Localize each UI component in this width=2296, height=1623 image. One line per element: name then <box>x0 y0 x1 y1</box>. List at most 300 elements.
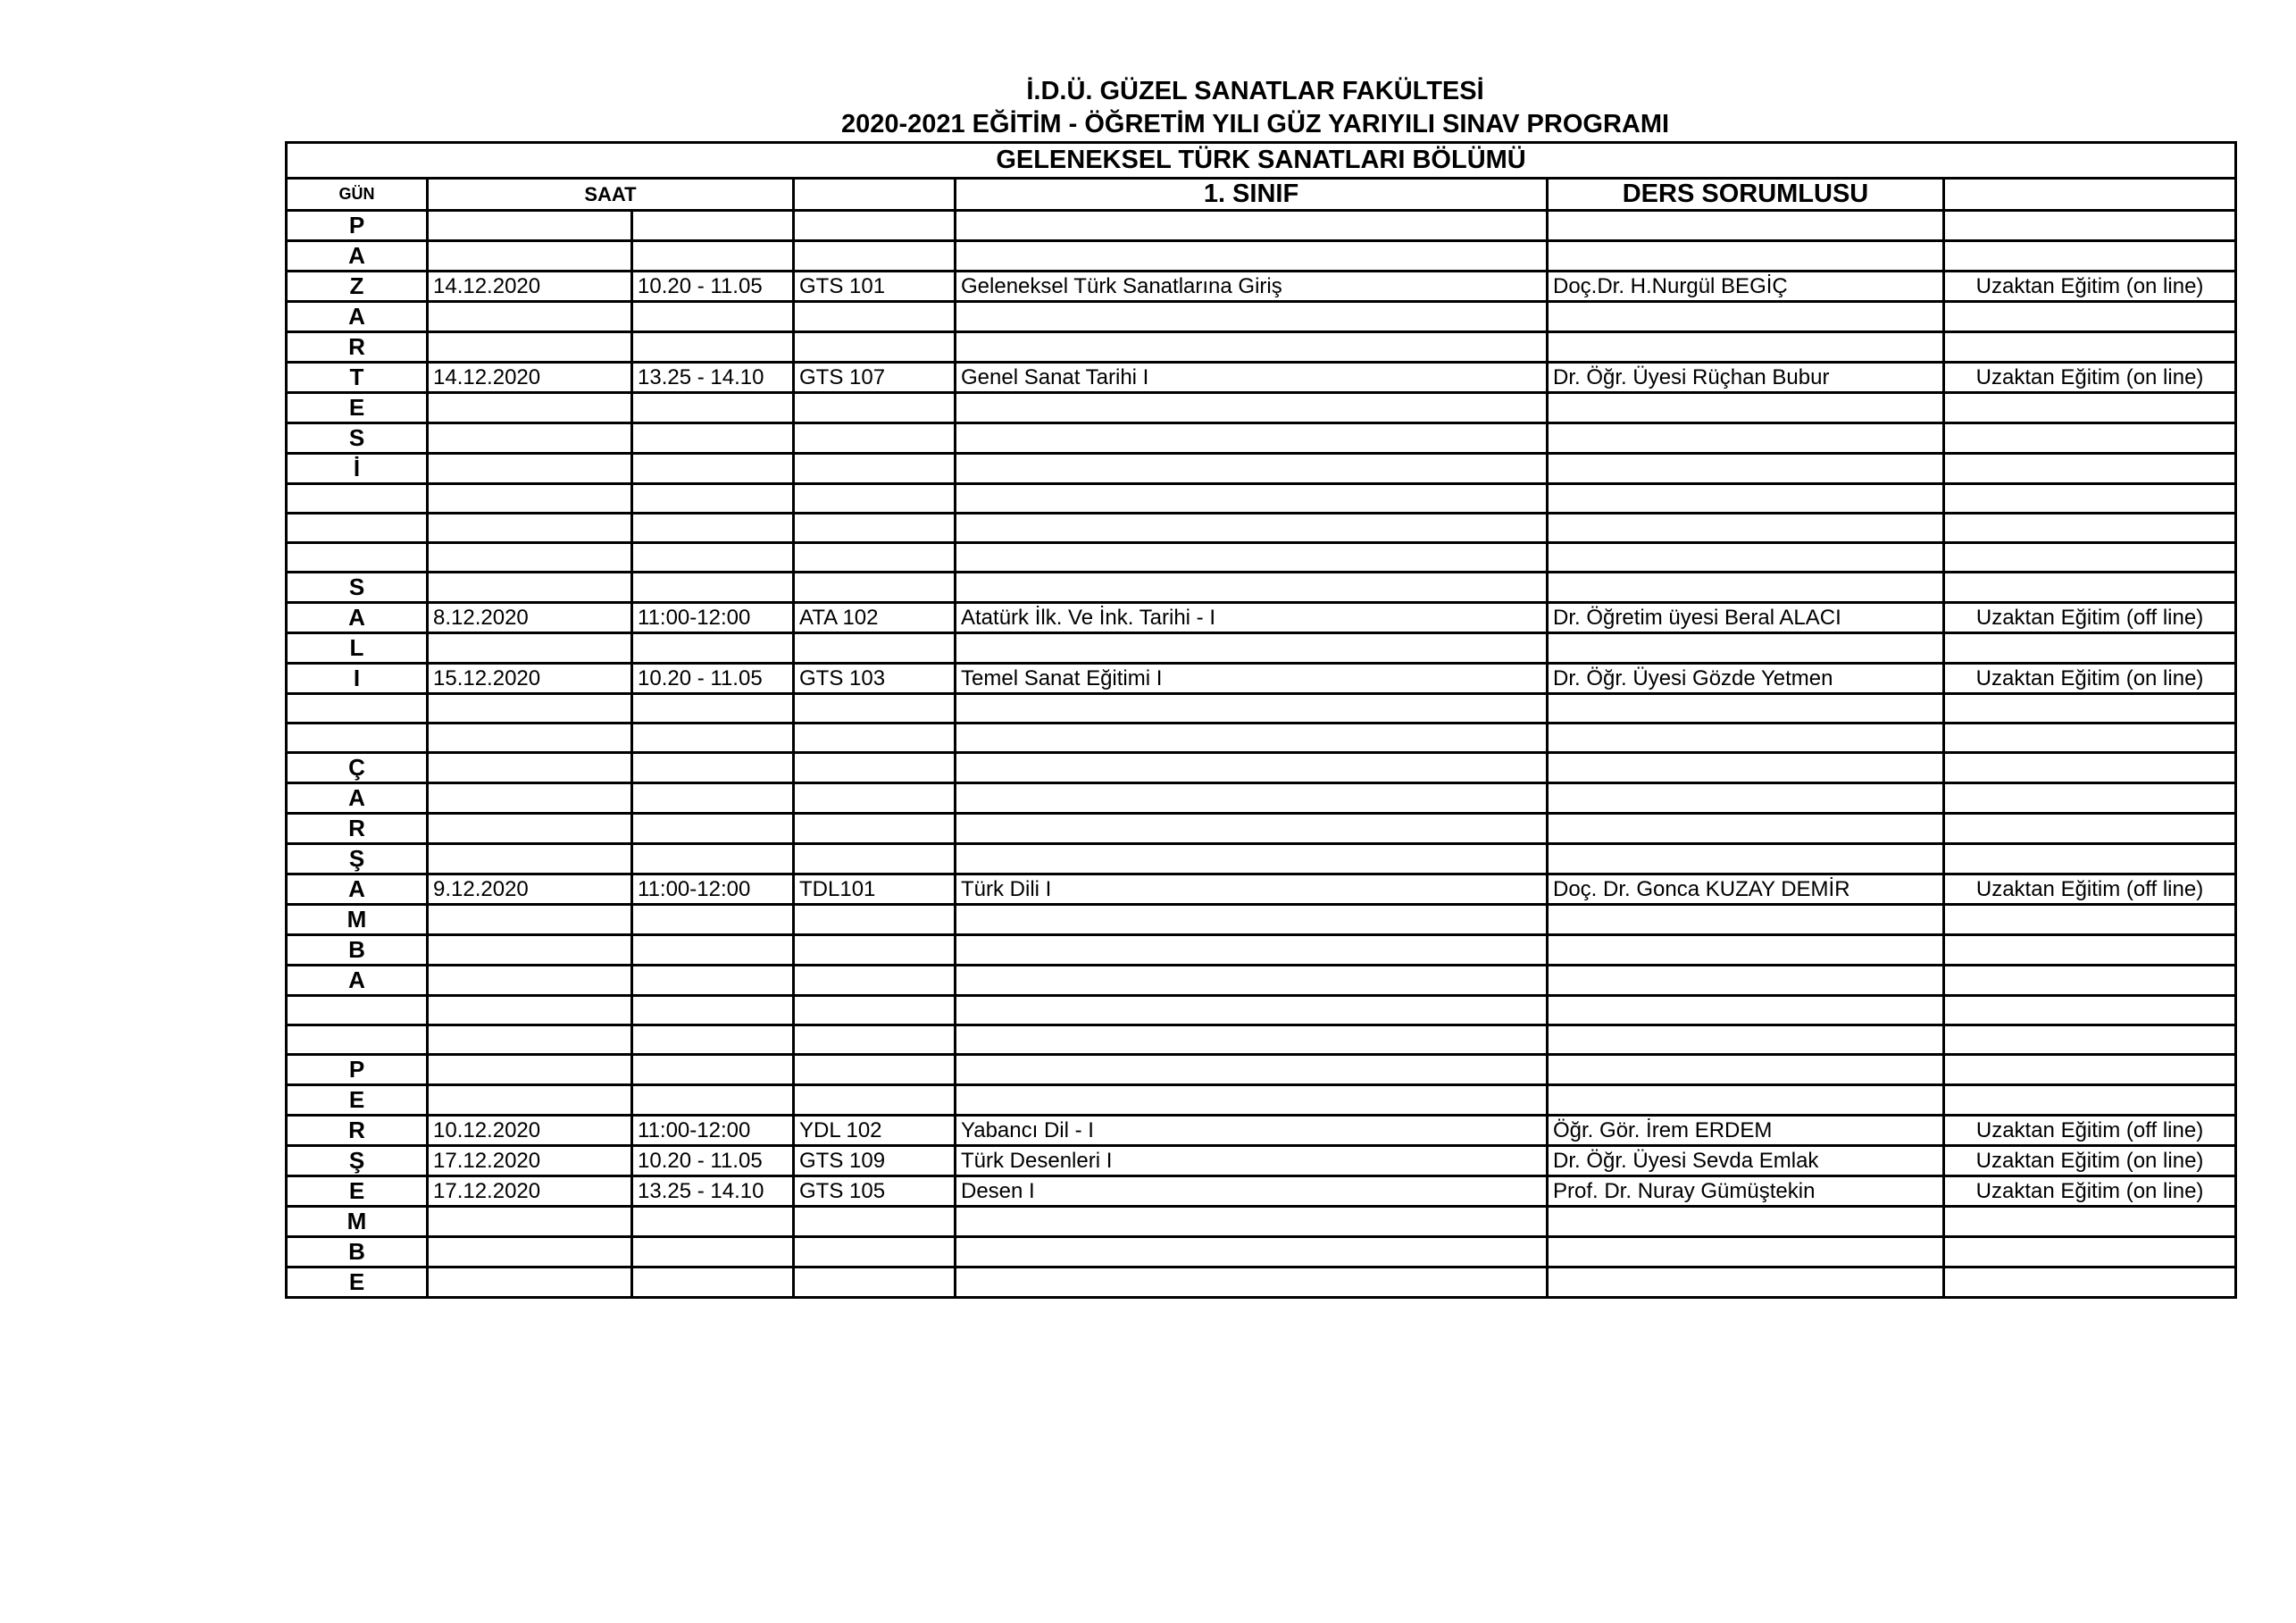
exam-time <box>632 514 794 543</box>
exam-time <box>632 302 794 332</box>
exam-date: 17.12.2020 <box>428 1146 632 1176</box>
instructor-name <box>1548 1237 1944 1267</box>
page-title: İ.D.Ü. GÜZEL SANATLAR FAKÜLTESİ <box>1026 77 1484 105</box>
day-letter: İ <box>287 454 428 484</box>
course-name <box>956 423 1548 454</box>
exam-time: 13.25 - 14.10 <box>632 1176 794 1207</box>
day-letter: P <box>287 1055 428 1085</box>
table-row <box>287 753 2236 783</box>
exam-mode: Uzaktan Eğitim (off line) <box>1944 874 2236 905</box>
exam-mode <box>1944 1025 2236 1055</box>
exam-mode <box>1944 573 2236 603</box>
exam-date: 8.12.2020 <box>428 603 632 633</box>
course-code <box>794 935 956 966</box>
instructor-name <box>1548 302 1944 332</box>
day-letter: Ş <box>287 844 428 874</box>
course-code <box>794 1207 956 1237</box>
exam-mode <box>1944 753 2236 783</box>
course-code <box>794 633 956 664</box>
course-name <box>956 753 1548 783</box>
exam-time: 13.25 - 14.10 <box>632 363 794 393</box>
course-name: Temel Sanat Eğitimi I <box>956 664 1548 694</box>
table-row <box>287 814 2236 844</box>
course-code <box>794 423 956 454</box>
table-row <box>287 332 2236 363</box>
day-letter: P <box>287 211 428 241</box>
exam-time <box>632 1025 794 1055</box>
table-row <box>287 1146 2236 1176</box>
exam-time: 10.20 - 11.05 <box>632 664 794 694</box>
day-letter <box>287 1025 428 1055</box>
day-letter: A <box>287 241 428 272</box>
course-name <box>956 996 1548 1025</box>
exam-mode: Uzaktan Eğitim (off line) <box>1944 603 2236 633</box>
course-code: GTS 109 <box>794 1146 956 1176</box>
exam-mode <box>1944 1207 2236 1237</box>
header-saat: SAAT <box>428 179 794 211</box>
exam-time <box>632 753 794 783</box>
instructor-name <box>1548 543 1944 573</box>
table-row <box>287 423 2236 454</box>
course-code <box>794 514 956 543</box>
course-code <box>794 484 956 514</box>
instructor-name <box>1548 423 1944 454</box>
table-row <box>287 1085 2236 1116</box>
exam-mode <box>1944 543 2236 573</box>
instructor-name <box>1548 393 1944 423</box>
table-row <box>287 905 2236 935</box>
course-name <box>956 1207 1548 1237</box>
table-row <box>287 783 2236 814</box>
exam-time: 10.20 - 11.05 <box>632 1146 794 1176</box>
instructor-name <box>1548 783 1944 814</box>
exam-mode: Uzaktan Eğitim (on line) <box>1944 664 2236 694</box>
course-name <box>956 1267 1548 1298</box>
exam-time <box>632 211 794 241</box>
exam-time: 10.20 - 11.05 <box>632 272 794 302</box>
exam-time <box>632 1207 794 1237</box>
course-name <box>956 935 1548 966</box>
table-row <box>287 363 2236 393</box>
exam-time <box>632 935 794 966</box>
table-row <box>287 484 2236 514</box>
course-code <box>794 814 956 844</box>
course-name <box>956 211 1548 241</box>
instructor-name <box>1548 905 1944 935</box>
exam-mode <box>1944 966 2236 996</box>
course-name <box>956 966 1548 996</box>
exam-time <box>632 905 794 935</box>
instructor-name: Dr. Öğr. Üyesi Sevda Emlak <box>1548 1146 1944 1176</box>
course-code <box>794 753 956 783</box>
exam-mode: Uzaktan Eğitim (on line) <box>1944 363 2236 393</box>
day-letter: B <box>287 935 428 966</box>
exam-date <box>428 724 632 753</box>
day-letter <box>287 514 428 543</box>
day-letter: A <box>287 783 428 814</box>
course-code <box>794 783 956 814</box>
instructor-name: Dr. Öğr. Üyesi Gözde Yetmen <box>1548 664 1944 694</box>
day-letter: S <box>287 573 428 603</box>
exam-date <box>428 484 632 514</box>
course-code: TDL101 <box>794 874 956 905</box>
instructor-name: Prof. Dr. Nuray Gümüştekin <box>1548 1176 1944 1207</box>
course-code <box>794 844 956 874</box>
course-code: YDL 102 <box>794 1116 956 1146</box>
day-letter: M <box>287 1207 428 1237</box>
table-row <box>287 966 2236 996</box>
course-code <box>794 996 956 1025</box>
course-code: ATA 102 <box>794 603 956 633</box>
header-ders-sorumlusu: DERS SORUMLUSU <box>1548 179 1944 211</box>
exam-date: 15.12.2020 <box>428 664 632 694</box>
instructor-name <box>1548 573 1944 603</box>
header-gun: GÜN <box>287 179 428 211</box>
exam-time <box>632 783 794 814</box>
day-letter <box>287 724 428 753</box>
table-row <box>287 514 2236 543</box>
exam-mode <box>1944 241 2236 272</box>
exam-mode <box>1944 1055 2236 1085</box>
course-name: Desen I <box>956 1176 1548 1207</box>
instructor-name <box>1548 1085 1944 1116</box>
instructor-name: Doç.Dr. H.Nurgül BEGİÇ <box>1548 272 1944 302</box>
instructor-name <box>1548 1207 1944 1237</box>
day-letter: E <box>287 1085 428 1116</box>
exam-date <box>428 1055 632 1085</box>
exam-date <box>428 935 632 966</box>
exam-time <box>632 1085 794 1116</box>
course-name <box>956 393 1548 423</box>
course-name: Atatürk İlk. Ve İnk. Tarihi - I <box>956 603 1548 633</box>
exam-mode <box>1944 694 2236 724</box>
exam-date <box>428 694 632 724</box>
header-code-blank <box>794 179 956 211</box>
table-row <box>287 874 2236 905</box>
table-row <box>287 603 2236 633</box>
course-code: GTS 105 <box>794 1176 956 1207</box>
exam-date <box>428 633 632 664</box>
instructor-name: Dr. Öğr. Üyesi Rüçhan Bubur <box>1548 363 1944 393</box>
exam-time: 11:00-12:00 <box>632 874 794 905</box>
exam-time <box>632 241 794 272</box>
exam-schedule-table <box>285 141 2237 1299</box>
exam-mode <box>1944 1267 2236 1298</box>
course-name <box>956 1025 1548 1055</box>
table-row <box>287 393 2236 423</box>
exam-date <box>428 1207 632 1237</box>
exam-time <box>632 633 794 664</box>
exam-mode: Uzaktan Eğitim (off line) <box>1944 1116 2236 1146</box>
exam-date <box>428 783 632 814</box>
exam-date <box>428 966 632 996</box>
exam-time <box>632 1055 794 1085</box>
exam-mode <box>1944 935 2236 966</box>
course-code <box>794 332 956 363</box>
exam-time <box>632 393 794 423</box>
instructor-name <box>1548 844 1944 874</box>
day-letter <box>287 484 428 514</box>
exam-mode <box>1944 484 2236 514</box>
exam-time <box>632 996 794 1025</box>
table-row <box>287 633 2236 664</box>
course-name <box>956 484 1548 514</box>
instructor-name <box>1548 1025 1944 1055</box>
instructor-name <box>1548 724 1944 753</box>
exam-date <box>428 393 632 423</box>
department-row <box>287 143 2236 179</box>
course-code <box>794 1025 956 1055</box>
course-name <box>956 573 1548 603</box>
exam-mode <box>1944 783 2236 814</box>
day-letter: Ç <box>287 753 428 783</box>
exam-date <box>428 332 632 363</box>
day-letter: A <box>287 302 428 332</box>
course-name <box>956 1085 1548 1116</box>
table-row <box>287 241 2236 272</box>
day-letter: E <box>287 1267 428 1298</box>
exam-date: 17.12.2020 <box>428 1176 632 1207</box>
exam-date <box>428 514 632 543</box>
exam-mode: Uzaktan Eğitim (on line) <box>1944 1146 2236 1176</box>
course-code: GTS 107 <box>794 363 956 393</box>
day-letter: B <box>287 1237 428 1267</box>
exam-time <box>632 844 794 874</box>
exam-mode <box>1944 724 2236 753</box>
instructor-name <box>1548 1055 1944 1085</box>
exam-date <box>428 1085 632 1116</box>
course-code <box>794 1237 956 1267</box>
instructor-name: Doç. Dr. Gonca KUZAY DEMİR <box>1548 874 1944 905</box>
course-code <box>794 694 956 724</box>
course-code <box>794 543 956 573</box>
exam-mode <box>1944 302 2236 332</box>
course-name <box>956 694 1548 724</box>
day-letter: A <box>287 966 428 996</box>
instructor-name: Öğr. Gör. İrem ERDEM <box>1548 1116 1944 1146</box>
exam-mode <box>1944 211 2236 241</box>
course-name <box>956 724 1548 753</box>
instructor-name <box>1548 332 1944 363</box>
course-name: Türk Desenleri I <box>956 1146 1548 1176</box>
table-row <box>287 272 2236 302</box>
course-name <box>956 1237 1548 1267</box>
exam-date <box>428 996 632 1025</box>
day-letter: R <box>287 814 428 844</box>
instructor-name <box>1548 814 1944 844</box>
table-row <box>287 454 2236 484</box>
table-row <box>287 664 2236 694</box>
exam-time <box>632 814 794 844</box>
exam-date <box>428 844 632 874</box>
table-row <box>287 996 2236 1025</box>
course-code: GTS 103 <box>794 664 956 694</box>
course-name <box>956 543 1548 573</box>
instructor-name <box>1548 694 1944 724</box>
exam-time: 11:00-12:00 <box>632 1116 794 1146</box>
course-code <box>794 302 956 332</box>
exam-mode: Uzaktan Eğitim (on line) <box>1944 1176 2236 1207</box>
page-subtitle: 2020-2021 EĞİTİM - ÖĞRETİM YILI GÜZ YARIYILI SINAV PROGRAMI <box>840 110 1670 138</box>
instructor-name <box>1548 966 1944 996</box>
table-row <box>287 573 2236 603</box>
day-letter: L <box>287 633 428 664</box>
exam-mode <box>1944 844 2236 874</box>
course-name <box>956 1055 1548 1085</box>
exam-mode <box>1944 332 2236 363</box>
day-letter: T <box>287 363 428 393</box>
exam-time <box>632 332 794 363</box>
instructor-name: Dr. Öğretim üyesi Beral ALACI <box>1548 603 1944 633</box>
course-name <box>956 633 1548 664</box>
exam-time <box>632 1267 794 1298</box>
table-row <box>287 1116 2236 1146</box>
course-code <box>794 454 956 484</box>
day-letter: A <box>287 874 428 905</box>
exam-mode <box>1944 423 2236 454</box>
exam-time <box>632 454 794 484</box>
header-mode-blank <box>1944 179 2236 211</box>
course-name: Yabancı Dil - I <box>956 1116 1548 1146</box>
course-code <box>794 211 956 241</box>
exam-time <box>632 724 794 753</box>
exam-time <box>632 1237 794 1267</box>
exam-date <box>428 573 632 603</box>
day-letter: I <box>287 664 428 694</box>
course-name <box>956 814 1548 844</box>
course-name: Türk Dili I <box>956 874 1548 905</box>
exam-date <box>428 1237 632 1267</box>
table-row <box>287 1267 2236 1298</box>
day-letter: A <box>287 603 428 633</box>
table-row <box>287 694 2236 724</box>
course-code <box>794 905 956 935</box>
table-row <box>287 1025 2236 1055</box>
day-letter: M <box>287 905 428 935</box>
exam-date <box>428 814 632 844</box>
instructor-name <box>1548 935 1944 966</box>
course-name <box>956 302 1548 332</box>
course-name <box>956 783 1548 814</box>
exam-date <box>428 454 632 484</box>
instructor-name <box>1548 211 1944 241</box>
table-row <box>287 543 2236 573</box>
exam-date <box>428 241 632 272</box>
exam-time <box>632 966 794 996</box>
exam-date <box>428 543 632 573</box>
exam-date <box>428 211 632 241</box>
exam-time <box>632 543 794 573</box>
exam-date <box>428 753 632 783</box>
course-name <box>956 454 1548 484</box>
course-code <box>794 573 956 603</box>
table-row <box>287 1237 2236 1267</box>
exam-date <box>428 302 632 332</box>
table-row <box>287 302 2236 332</box>
exam-date <box>428 423 632 454</box>
instructor-name <box>1548 514 1944 543</box>
day-letter: R <box>287 1116 428 1146</box>
course-name <box>956 844 1548 874</box>
course-code <box>794 1085 956 1116</box>
exam-date <box>428 1267 632 1298</box>
department-name: GELENEKSEL TÜRK SANATLARI BÖLÜMÜ <box>287 143 2236 179</box>
exam-mode <box>1944 633 2236 664</box>
day-letter: Ş <box>287 1146 428 1176</box>
course-code <box>794 724 956 753</box>
course-code <box>794 393 956 423</box>
instructor-name <box>1548 996 1944 1025</box>
exam-mode <box>1944 454 2236 484</box>
course-code <box>794 1055 956 1085</box>
column-header-row <box>287 179 2236 211</box>
course-name <box>956 332 1548 363</box>
exam-date <box>428 905 632 935</box>
exam-mode <box>1944 905 2236 935</box>
exam-mode <box>1944 996 2236 1025</box>
day-letter: E <box>287 1176 428 1207</box>
exam-date <box>428 1025 632 1055</box>
exam-time <box>632 423 794 454</box>
header-sinif: 1. SINIF <box>956 179 1548 211</box>
exam-mode <box>1944 814 2236 844</box>
table-row <box>287 844 2236 874</box>
instructor-name <box>1548 454 1944 484</box>
day-letter: S <box>287 423 428 454</box>
exam-time <box>632 484 794 514</box>
instructor-name <box>1548 633 1944 664</box>
table-row <box>287 1176 2236 1207</box>
table-row <box>287 724 2236 753</box>
exam-date: 10.12.2020 <box>428 1116 632 1146</box>
day-letter: E <box>287 393 428 423</box>
exam-time <box>632 573 794 603</box>
instructor-name <box>1548 1267 1944 1298</box>
table-row <box>287 211 2236 241</box>
table-row <box>287 1207 2236 1237</box>
day-letter <box>287 996 428 1025</box>
day-letter: Z <box>287 272 428 302</box>
course-name: Genel Sanat Tarihi I <box>956 363 1548 393</box>
exam-mode <box>1944 514 2236 543</box>
exam-date: 14.12.2020 <box>428 272 632 302</box>
exam-date: 14.12.2020 <box>428 363 632 393</box>
exam-mode <box>1944 393 2236 423</box>
course-name <box>956 905 1548 935</box>
exam-time <box>632 694 794 724</box>
course-name <box>956 514 1548 543</box>
exam-mode <box>1944 1085 2236 1116</box>
course-code <box>794 966 956 996</box>
instructor-name <box>1548 484 1944 514</box>
instructor-name <box>1548 753 1944 783</box>
exam-mode <box>1944 1237 2236 1267</box>
day-letter: R <box>287 332 428 363</box>
table-row <box>287 935 2236 966</box>
exam-date: 9.12.2020 <box>428 874 632 905</box>
course-name <box>956 241 1548 272</box>
course-code <box>794 1267 956 1298</box>
course-code <box>794 241 956 272</box>
day-letter <box>287 543 428 573</box>
table-row <box>287 1055 2236 1085</box>
exam-mode: Uzaktan Eğitim (on line) <box>1944 272 2236 302</box>
instructor-name <box>1548 241 1944 272</box>
course-code: GTS 101 <box>794 272 956 302</box>
exam-time: 11:00-12:00 <box>632 603 794 633</box>
day-letter <box>287 694 428 724</box>
course-name: Geleneksel Türk Sanatlarına Giriş <box>956 272 1548 302</box>
